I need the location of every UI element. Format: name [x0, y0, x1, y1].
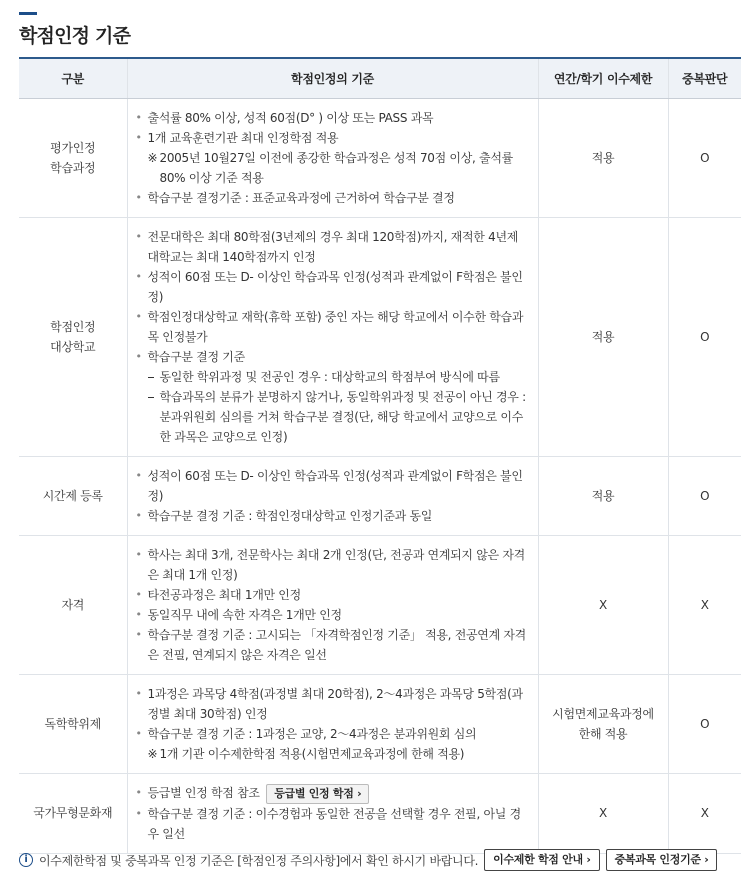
row-label: 시간제 등록	[19, 456, 127, 535]
list-item: • 학사는 최대 3개, 전문학사는 최대 2개 인정(단, 전공과 연계되지 않은 자격은 최대 1개 인정)	[136, 545, 530, 585]
row-limit: 시험면제교육과정에 한해 적용	[538, 674, 668, 773]
table-row	[19, 773, 741, 853]
duplicate-course-criteria-button[interactable]: 중복과목 인정기준 ›	[606, 849, 718, 871]
row-criteria	[127, 773, 538, 853]
row-duplicate: O	[668, 217, 741, 456]
sub-list-item: 학습과목의 분류가 분명하지 않거나, 동일학위과정 및 전공이 아닌 경우 : 분과위원회 심의를 거쳐 학습구분 결정(단, 해당 학교에서 교양으로 이수한 과목은 교양으로 인정)	[136, 387, 530, 447]
header-duplicate: 중복판단	[668, 58, 741, 98]
note-mark: ※	[147, 746, 158, 761]
sub-list-item: 동일한 학위과정 및 전공인 경우 : 대상학교의 학점부여 방식에 따름	[136, 367, 530, 387]
credit-criteria-table	[19, 57, 741, 854]
header-category: 구분	[19, 58, 127, 98]
completion-limit-guide-button[interactable]: 이수제한 학점 안내 ›	[484, 849, 599, 871]
note: ※ 1개 기관 이수제한학점 적용(시험면제교육과정에 한해 적용)	[136, 744, 530, 764]
grade-credit-button[interactable]: 등급별 인정 학점 ›	[266, 784, 369, 804]
row-label: 자격	[19, 535, 127, 674]
list-item: • 성적이 60점 또는 D- 이상인 학습과목 인정(성적과 관계없이 F학점은 불인정)	[136, 267, 530, 307]
list-item: • 등급별 인정 학점 참조 등급별 인정 학점 ›	[136, 783, 530, 804]
list-item: • 학습구분 결정기준 : 표준교육과정에 근거하여 학습구분 결정	[136, 188, 530, 208]
list-item: • 동일직무 내에 속한 자격은 1개만 인정	[136, 605, 530, 625]
row-criteria	[127, 456, 538, 535]
info-icon: i	[19, 853, 33, 867]
table-row	[19, 98, 741, 217]
list-item: • 타전공과정은 최대 1개만 인정	[136, 585, 530, 605]
note: ※ 2005년 10월27일 이전에 종강한 학습과정은 성적 70점 이상, 출석률 80% 이상 기준 적용	[136, 148, 530, 188]
footer-text: 이수제한학점 및 중복과목 인정 기준은 [학점인정 주의사항]에서 확인 하시기 바랍니다.	[39, 853, 479, 868]
list-item: • 학점인정대상학교 재학(휴학 포함) 중인 자는 해당 학교에서 이수한 학습과목 인정불가	[136, 307, 530, 347]
list-item: • 성적이 60점 또는 D- 이상인 학습과목 인정(성적과 관계없이 F학점은 불인정)	[136, 466, 530, 506]
footer-notice	[19, 850, 741, 870]
page-title: 학점인정 기준	[19, 25, 131, 47]
list-item: • 1과정은 과목당 4학점(과정별 최대 20학점), 2～4과정은 과목당 5학점(과정별 최대 30학점) 인정	[136, 684, 530, 724]
row-limit: 적용	[538, 98, 668, 217]
sub-list	[136, 367, 530, 447]
row-duplicate: X	[668, 773, 741, 853]
list-item: • 출석률 80% 이상, 성적 60점(D° ) 이상 또는 PASS 과목	[136, 108, 530, 128]
header-limit: 연간/학기 이수제한	[538, 58, 668, 98]
table-row	[19, 456, 741, 535]
list-item: • 전문대학은 최대 80학점(3년제의 경우 최대 120학점)까지, 재적한 4년제 대학교는 최대 140학점까지 인정	[136, 227, 530, 267]
row-limit: X	[538, 773, 668, 853]
row-limit: 적용	[538, 217, 668, 456]
row-label: 평가인정 학습과정	[19, 98, 127, 217]
row-label: 독학학위제	[19, 674, 127, 773]
title-accent-bar	[19, 12, 37, 15]
row-label: 국가무형문화재	[19, 773, 127, 853]
list-item: • 학습구분 결정 기준 : 학점인정대상학교 인정기준과 동일	[136, 506, 530, 526]
list-item: • 학습구분 결정 기준 : 고시되는 「자격학점인정 기준」 적용, 전공연계 자격은 전필, 연계되지 않은 자격은 일선	[136, 625, 530, 665]
list-item: • 1개 교육훈련기관 최대 인정학점 적용 ※ 2005년 10월27일 이전에 종강한 학습과정은 성적 70점 이상, 출석률 80% 이상 기준 적용	[136, 128, 530, 188]
table-row	[19, 217, 741, 456]
list-item: • 학습구분 결정 기준 동일한 학위과정 및 전공인 경우 : 대상학교의 학점부여 방식에 따름 학습과목의 분류가 분명하지 않거나, 동일학위과정 및 전공이 아닌 경우 : 분과위원회 심의를 거쳐 학습구분 결정(단, 해당 학교에서 교양으로 이수한 과목은 교양으로 인정)	[136, 347, 530, 447]
row-limit: X	[538, 535, 668, 674]
row-duplicate: O	[668, 98, 741, 217]
row-criteria	[127, 217, 538, 456]
row-limit: 적용	[538, 456, 668, 535]
row-duplicate: O	[668, 674, 741, 773]
list-item: • 학습구분 결정 기준 : 이수경험과 동일한 전공을 선택할 경우 전필, 아닐 경우 일선	[136, 804, 530, 844]
note-mark: ※	[147, 150, 158, 165]
row-label: 학점인정 대상학교	[19, 217, 127, 456]
row-criteria	[127, 674, 538, 773]
row-duplicate: O	[668, 456, 741, 535]
row-duplicate: X	[668, 535, 741, 674]
list-item: • 학습구분 결정 기준 : 1과정은 교양, 2～4과정은 분과위원회 심의 ※ 1개 기관 이수제한학점 적용(시험면제교육과정에 한해 적용)	[136, 724, 530, 764]
row-criteria	[127, 535, 538, 674]
table-row	[19, 674, 741, 773]
table-header-row	[19, 58, 741, 98]
header-criteria: 학점인정의 기준	[127, 58, 538, 98]
row-criteria	[127, 98, 538, 217]
table-row	[19, 535, 741, 674]
